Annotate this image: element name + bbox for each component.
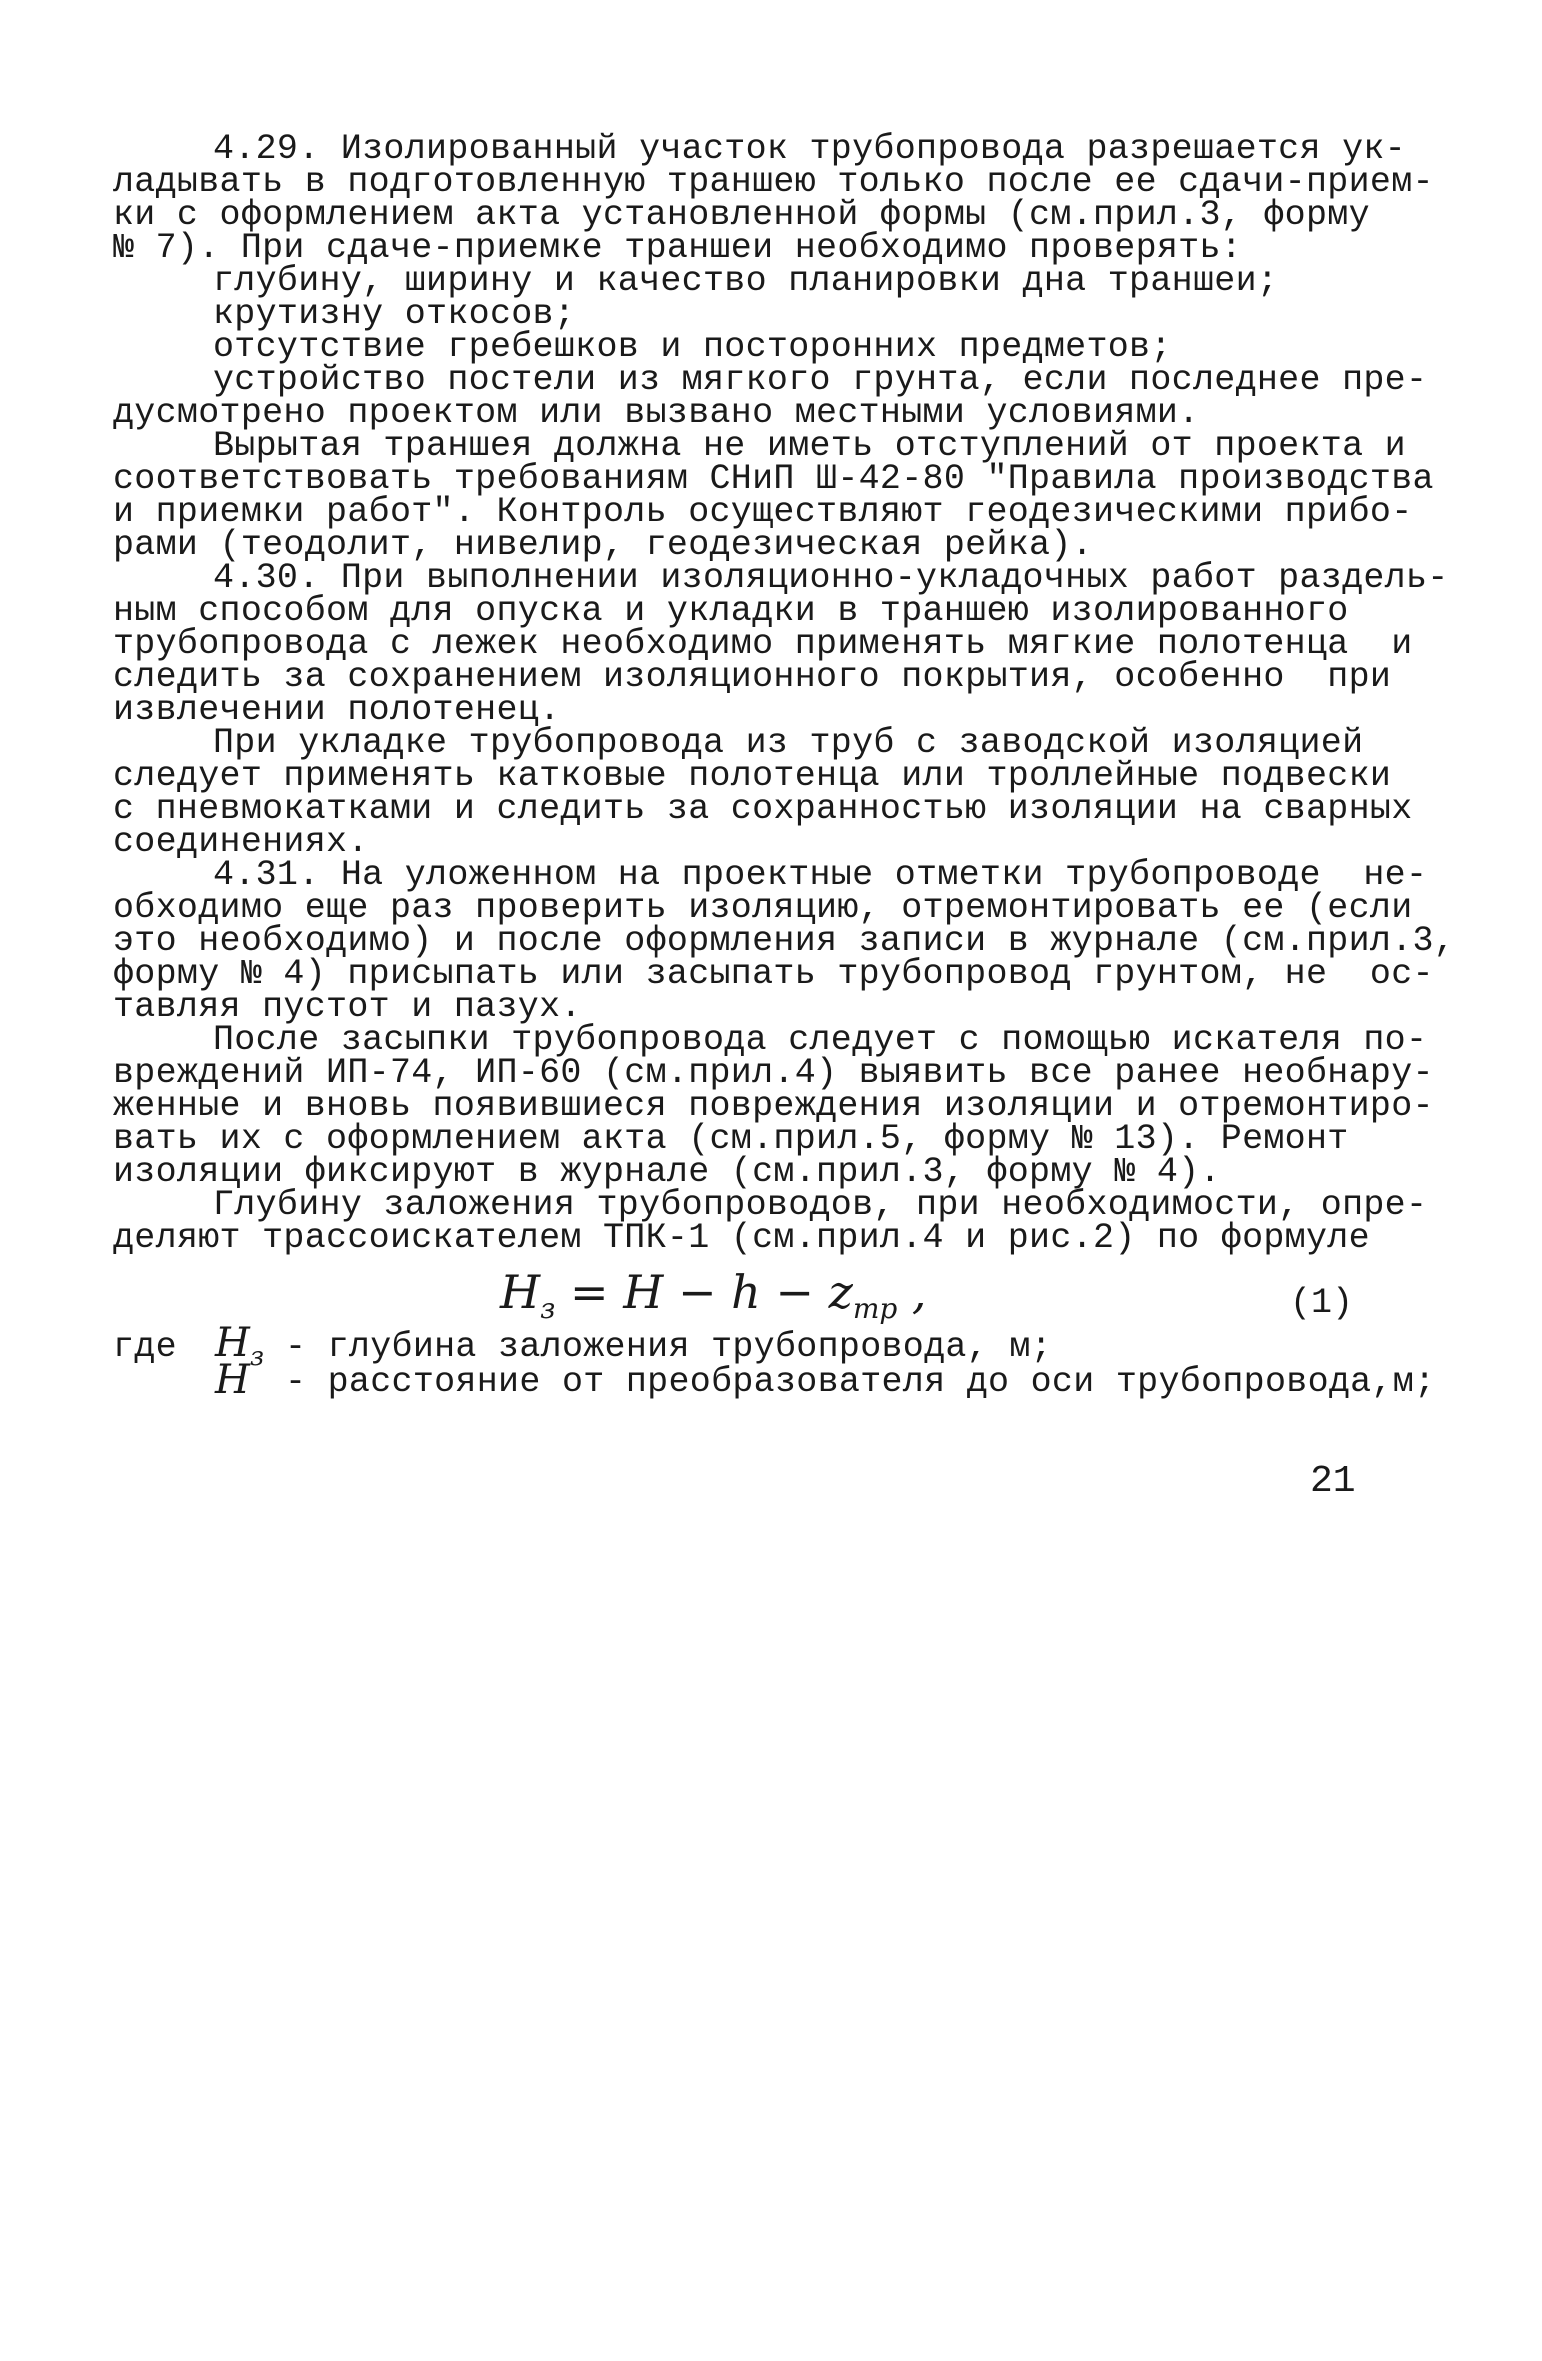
text-line: обходимо еще раз проверить изоляцию, отремонтировать ее (если [113, 888, 1413, 928]
definition-text: - глубина заложения трубопровода, м; [285, 1327, 1052, 1367]
text-line: извлечении полотенец. [113, 690, 561, 730]
text-line: ным способом для опуска и укладки в траншею изолированного [113, 591, 1349, 631]
text-line: дусмотрено проектом или вызвано местными условиями. [113, 393, 1200, 433]
text-line: с пневмокатками и следить за сохранностью изоляции на сварных [113, 789, 1413, 829]
text-line: тавляя пустот и пазух. [113, 987, 582, 1027]
equation-number: (1) [1290, 1283, 1354, 1323]
text-line: отсутствие гребешков и посторонних предметов; [213, 327, 1172, 367]
where-word: где [113, 1327, 177, 1367]
text-line: рами (теодолит, нивелир, геодезическая рейка). [113, 525, 1093, 565]
text-line: и приемки работ". Контроль осуществляют геодезическими прибо- [113, 492, 1413, 532]
text-line: 4.29. Изолированный участок трубопровода разрешается ук- [213, 129, 1406, 169]
text-line: Вырытая траншея должна не иметь отступлений от проекта и [213, 426, 1406, 466]
text-line: ки с оформлением акта установленной формы (см.прил.3, форму [113, 195, 1370, 235]
text-line: вать их с оформлением акта (см.прил.5, форму № 13). Ремонт [113, 1119, 1349, 1159]
text-line: вреждений ИП-74, ИП-60 (см.прил.4) выявить все ранее необнару- [113, 1053, 1434, 1093]
text-line: 4.31. На уложенном на проектные отметки трубопроводе не- [213, 855, 1428, 895]
page-number: 21 [1310, 1460, 1356, 1503]
text-line: ладывать в подготовленную траншею только после ее сдачи-прием- [113, 162, 1434, 202]
text-line: После засыпки трубопровода следует с помощью искателя по- [213, 1020, 1428, 1060]
text-line: глубину, ширину и качество планировки дна траншеи; [213, 261, 1279, 301]
text-line: № 7). При сдаче-приемке траншеи необходимо проверять: [113, 228, 1243, 268]
text-line: изоляции фиксируют в журнале (см.прил.3, форму № 4). [113, 1152, 1221, 1192]
text-line: соответствовать требованиям СНиП Ш-42-80 "Правила производства [113, 459, 1434, 499]
definition-symbol: H [215, 1357, 250, 1403]
text-line: 4.30. При выполнении изоляционно-укладочных работ раздель- [213, 558, 1449, 598]
text-line: устройство постели из мягкого грунта, если последнее пре- [213, 360, 1428, 400]
text-line: следует применять катковые полотенца или троллейные подвески [113, 756, 1392, 796]
text-line: соединениях. [113, 822, 369, 862]
definition-text: - расстояние от преобразователя до оси трубопровода,м; [285, 1362, 1436, 1402]
text-line: крутизну откосов; [213, 294, 576, 334]
text-line: женные и вновь появившиеся повреждения изоляции и отремонтиро- [113, 1086, 1434, 1126]
text-line: следить за сохранением изоляционного покрытия, особенно при [113, 657, 1392, 697]
formula: $H_з = H - h - z_{тр}$ , [500, 1265, 927, 1326]
text-line: это необходимо) и после оформления записи в журнале (см.прил.3, [113, 921, 1456, 961]
text-line: форму № 4) присыпать или засыпать трубопровод грунтом, не ос- [113, 954, 1434, 994]
text-line: Глубину заложения трубопроводов, при необходимости, опре- [213, 1185, 1428, 1225]
text-line: трубопровода с лежек необходимо применять мягкие полотенца и [113, 624, 1413, 664]
text-line: При укладке трубопровода из труб с заводской изоляцией [213, 723, 1364, 763]
definition-symbol: $H_з$ [215, 1320, 265, 1372]
text-line: деляют трассоискателем ТПК-1 (см.прил.4 и рис.2) по формуле [113, 1218, 1370, 1258]
